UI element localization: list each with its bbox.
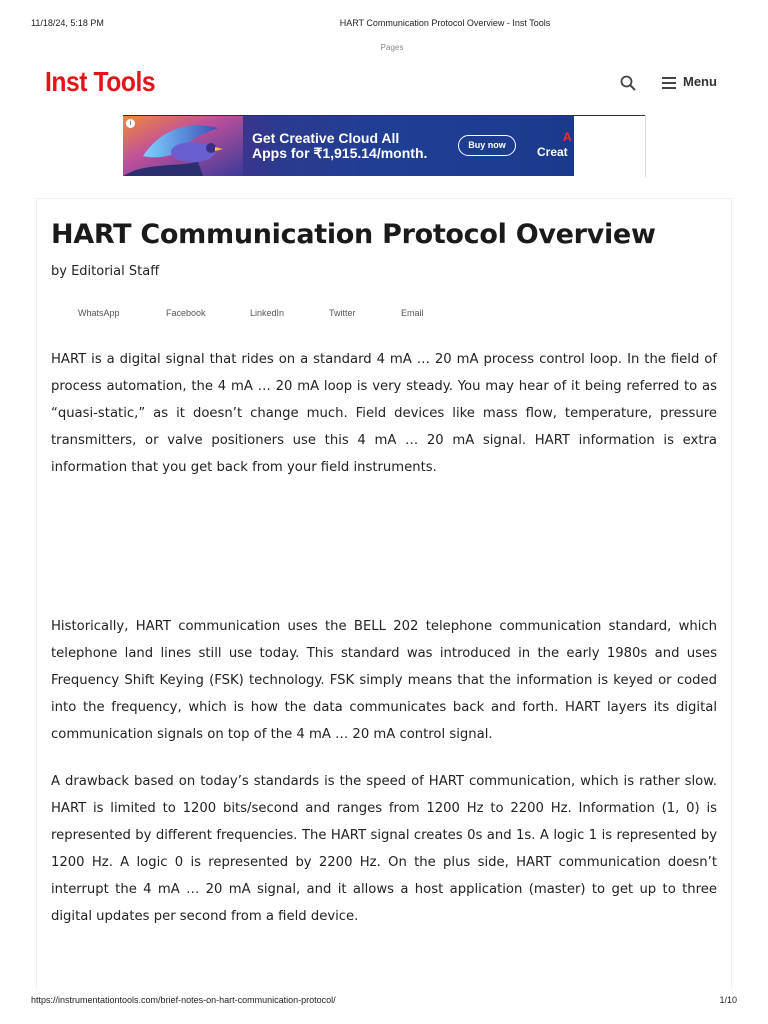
print-doc-title: HART Communication Protocol Overview - Inst Tools (339, 18, 551, 28)
ad-headline-line1: Get Creative Cloud All (252, 130, 400, 146)
site-logo[interactable]: Inst Tools (45, 66, 156, 97)
print-footer (0, 995, 768, 1007)
article-byline: by Editorial Staff (51, 264, 160, 279)
share-email-link[interactable]: Email (401, 308, 424, 318)
share-facebook-link[interactable]: Facebook (166, 308, 206, 318)
print-header (0, 18, 768, 30)
ad-brand-text: Creat (537, 145, 568, 159)
ad-choices-icon[interactable]: i (126, 119, 135, 128)
article-title: HART Communication Protocol Overview (51, 219, 656, 250)
search-button[interactable] (619, 74, 637, 92)
search-icon (619, 74, 637, 92)
ad-banner[interactable] (123, 116, 574, 176)
article-paragraph: Historically, HART communication uses the BELL 202 telephone communication standard, which telephone land lines still use today. This standard was introduced in the early 1980s and uses Frequency Shift Keying (FSK) technology. FSK simply means that the information is keyed or coded into the frequency, which is how the data communicates back and forth. HART layers its digital communication signals on top of the 4 mA … 20 mA control signal. (51, 619, 717, 742)
menu-label: Menu (683, 74, 717, 89)
ad-buy-now-button[interactable]: Buy now (458, 135, 516, 156)
ad-slot-border (645, 115, 646, 177)
share-linkedin-link[interactable]: LinkedIn (250, 308, 285, 318)
hamburger-icon (662, 77, 676, 89)
ad-brand (537, 130, 572, 160)
share-row (0, 308, 768, 322)
site-header (0, 62, 768, 106)
adobe-logo-icon: A (563, 130, 572, 144)
bird-illustration-icon (123, 116, 243, 176)
print-datetime: 11/18/24, 5:18 PM (31, 18, 104, 28)
pages-label: Pages (380, 43, 404, 52)
article-paragraph: A drawback based on today’s standards is the speed of HART communication, which is rather slow. HART is limited to 1200 bits/second and ranges from 1200 Hz to 2200 Hz. Information (1, 0) is represented by different frequencies. The HART signal creates 0s and 1s. A logic 1 is represented by 1200 Hz. A logic 0 is represented by 2200 Hz. On the plus side, HART communication doesn’t interrupt the 4 mA … 20 mA signal, and it allows a host application (master) to get up to three digital updates per second from a field device. (51, 774, 717, 924)
share-whatsapp-link[interactable]: WhatsApp (78, 308, 120, 318)
ad-slot (123, 115, 646, 177)
ad-headline (252, 131, 427, 161)
article-paragraph: HART is a digital signal that rides on a standard 4 mA … 20 mA process control loop. In the field of process automation, the 4 mA … 20 mA loop is very steady. You may hear of it being referred to as “quasi-static,” as it doesn’t change much. Field devices like mass flow, temperature, pressure transmitters, or valve positioners use this 4 mA … 20 mA signal. HART information is extra information that you get back from your field instruments. (51, 352, 717, 475)
share-twitter-link[interactable]: Twitter (329, 308, 356, 318)
ad-headline-line2: Apps for ₹1,915.14/month. (252, 145, 428, 161)
print-url: https://instrumentationtools.com/brief-notes-on-hart-communication-protocol/ (31, 995, 336, 1005)
print-page-counter: 1/10 (719, 995, 737, 1005)
